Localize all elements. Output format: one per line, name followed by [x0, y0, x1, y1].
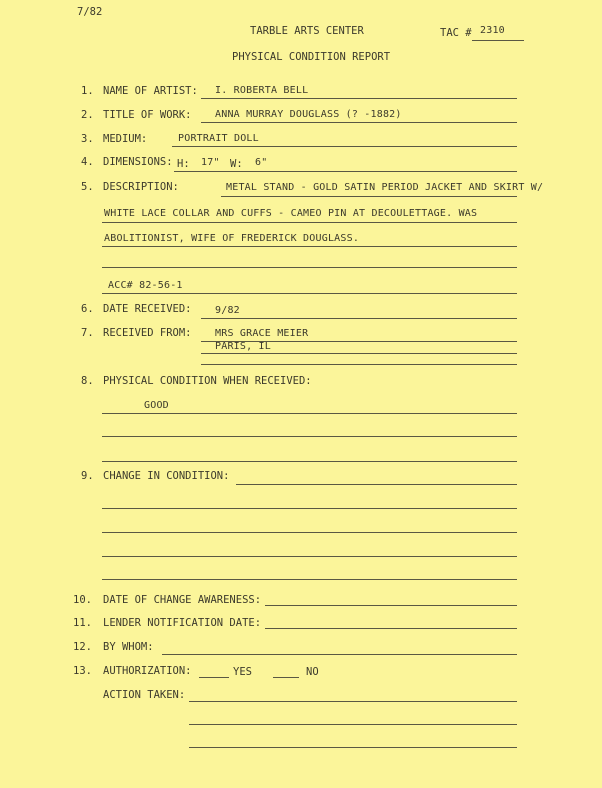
- action-taken-rule-1: [189, 701, 517, 702]
- date-code: 7/82: [77, 6, 103, 18]
- condition-received-rule-2: [102, 436, 517, 437]
- description-line-2: WHITE LACE COLLAR AND CUFFS - CAMEO PIN AT DECOULETTAGE. WAS: [104, 208, 478, 219]
- height-label: H:: [177, 158, 190, 170]
- medium-value: PORTRAIT DOLL: [178, 133, 259, 144]
- change-awareness-line: [265, 605, 517, 606]
- received-from-rule-2: [201, 353, 517, 354]
- by-whom-line: [162, 654, 517, 655]
- item-5-label: DESCRIPTION:: [103, 181, 179, 193]
- condition-received-rule-3: [102, 461, 517, 462]
- item-12-label: BY WHOM:: [103, 641, 154, 653]
- work-title-line: [201, 122, 517, 123]
- condition-received-rule-1: [102, 413, 517, 414]
- received-from-rule-3: [201, 364, 517, 365]
- item-5-number: 5.: [81, 181, 94, 193]
- item-10-number: 10.: [73, 594, 92, 606]
- yes-blank: [199, 677, 229, 678]
- date-received-line: [201, 318, 517, 319]
- item-1-number: 1.: [81, 85, 94, 97]
- item-3-label: MEDIUM:: [103, 133, 148, 145]
- change-condition-rule-1: [236, 484, 517, 485]
- description-rule-1: [221, 196, 517, 197]
- item-4-number: 4.: [81, 156, 94, 168]
- item-6-label: DATE RECEIVED:: [103, 303, 192, 315]
- tac-number: 2310: [480, 25, 505, 36]
- item-12-number: 12.: [73, 641, 92, 653]
- change-condition-rule-4: [102, 556, 517, 557]
- tac-number-line: [472, 40, 524, 41]
- yes-label: YES: [233, 666, 252, 678]
- form-title: PHYSICAL CONDITION REPORT: [232, 51, 391, 63]
- work-title-value: ANNA MURRAY DOUGLASS (? -1882): [215, 109, 402, 120]
- dimensions-line: [174, 171, 517, 172]
- action-taken-rule-2: [189, 724, 517, 725]
- item-13-number: 13.: [73, 665, 92, 677]
- item-2-number: 2.: [81, 109, 94, 121]
- no-blank: [273, 677, 299, 678]
- acc-number: ACC# 82-56-1: [108, 280, 183, 291]
- item-13-label: AUTHORIZATION:: [103, 665, 192, 677]
- item-2-label: TITLE OF WORK:: [103, 109, 192, 121]
- item-11-label: LENDER NOTIFICATION DATE:: [103, 617, 262, 629]
- org-name: TARBLE ARTS CENTER: [250, 25, 364, 37]
- item-10-label: DATE OF CHANGE AWARENESS:: [103, 594, 262, 606]
- change-condition-rule-2: [102, 508, 517, 509]
- width-value: 6": [255, 157, 268, 168]
- change-condition-rule-5: [102, 579, 517, 580]
- lender-notification-line: [265, 628, 517, 629]
- item-8-label: PHYSICAL CONDITION WHEN RECEIVED:: [103, 375, 312, 387]
- no-label: NO: [306, 666, 319, 678]
- item-1-label: NAME OF ARTIST:: [103, 85, 198, 97]
- date-received-value: 9/82: [215, 305, 240, 316]
- item-7-number: 7.: [81, 327, 94, 339]
- description-line-1: METAL STAND - GOLD SATIN PERIOD JACKET AND SKIRT W/: [226, 182, 544, 193]
- medium-line: [172, 146, 517, 147]
- change-condition-rule-3: [102, 532, 517, 533]
- condition-received-value: GOOD: [144, 400, 169, 411]
- item-11-number: 11.: [73, 617, 92, 629]
- description-line-3: ABOLITIONIST, WIFE OF FREDERICK DOUGLASS.: [104, 233, 360, 244]
- item-8-number: 8.: [81, 375, 94, 387]
- description-rule-3: [102, 246, 517, 247]
- description-rule-5: [102, 293, 517, 294]
- received-from-line-2: PARIS, IL: [215, 341, 271, 352]
- item-9-label: CHANGE IN CONDITION:: [103, 470, 230, 482]
- description-rule-2: [102, 222, 517, 223]
- received-from-line-1: MRS GRACE MEIER: [215, 328, 309, 339]
- description-rule-4: [102, 267, 517, 268]
- item-6-number: 6.: [81, 303, 94, 315]
- item-9-number: 9.: [81, 470, 94, 482]
- tac-label: TAC #: [440, 27, 472, 39]
- item-7-label: RECEIVED FROM:: [103, 327, 192, 339]
- item-3-number: 3.: [81, 133, 94, 145]
- item-4-label: DIMENSIONS:: [103, 156, 173, 168]
- width-label: W:: [230, 158, 243, 170]
- action-taken-rule-3: [189, 747, 517, 748]
- artist-name-line: [201, 98, 517, 99]
- action-taken-label: ACTION TAKEN:: [103, 689, 186, 701]
- height-value: 17": [201, 157, 220, 168]
- artist-name-value: I. ROBERTA BELL: [215, 85, 309, 96]
